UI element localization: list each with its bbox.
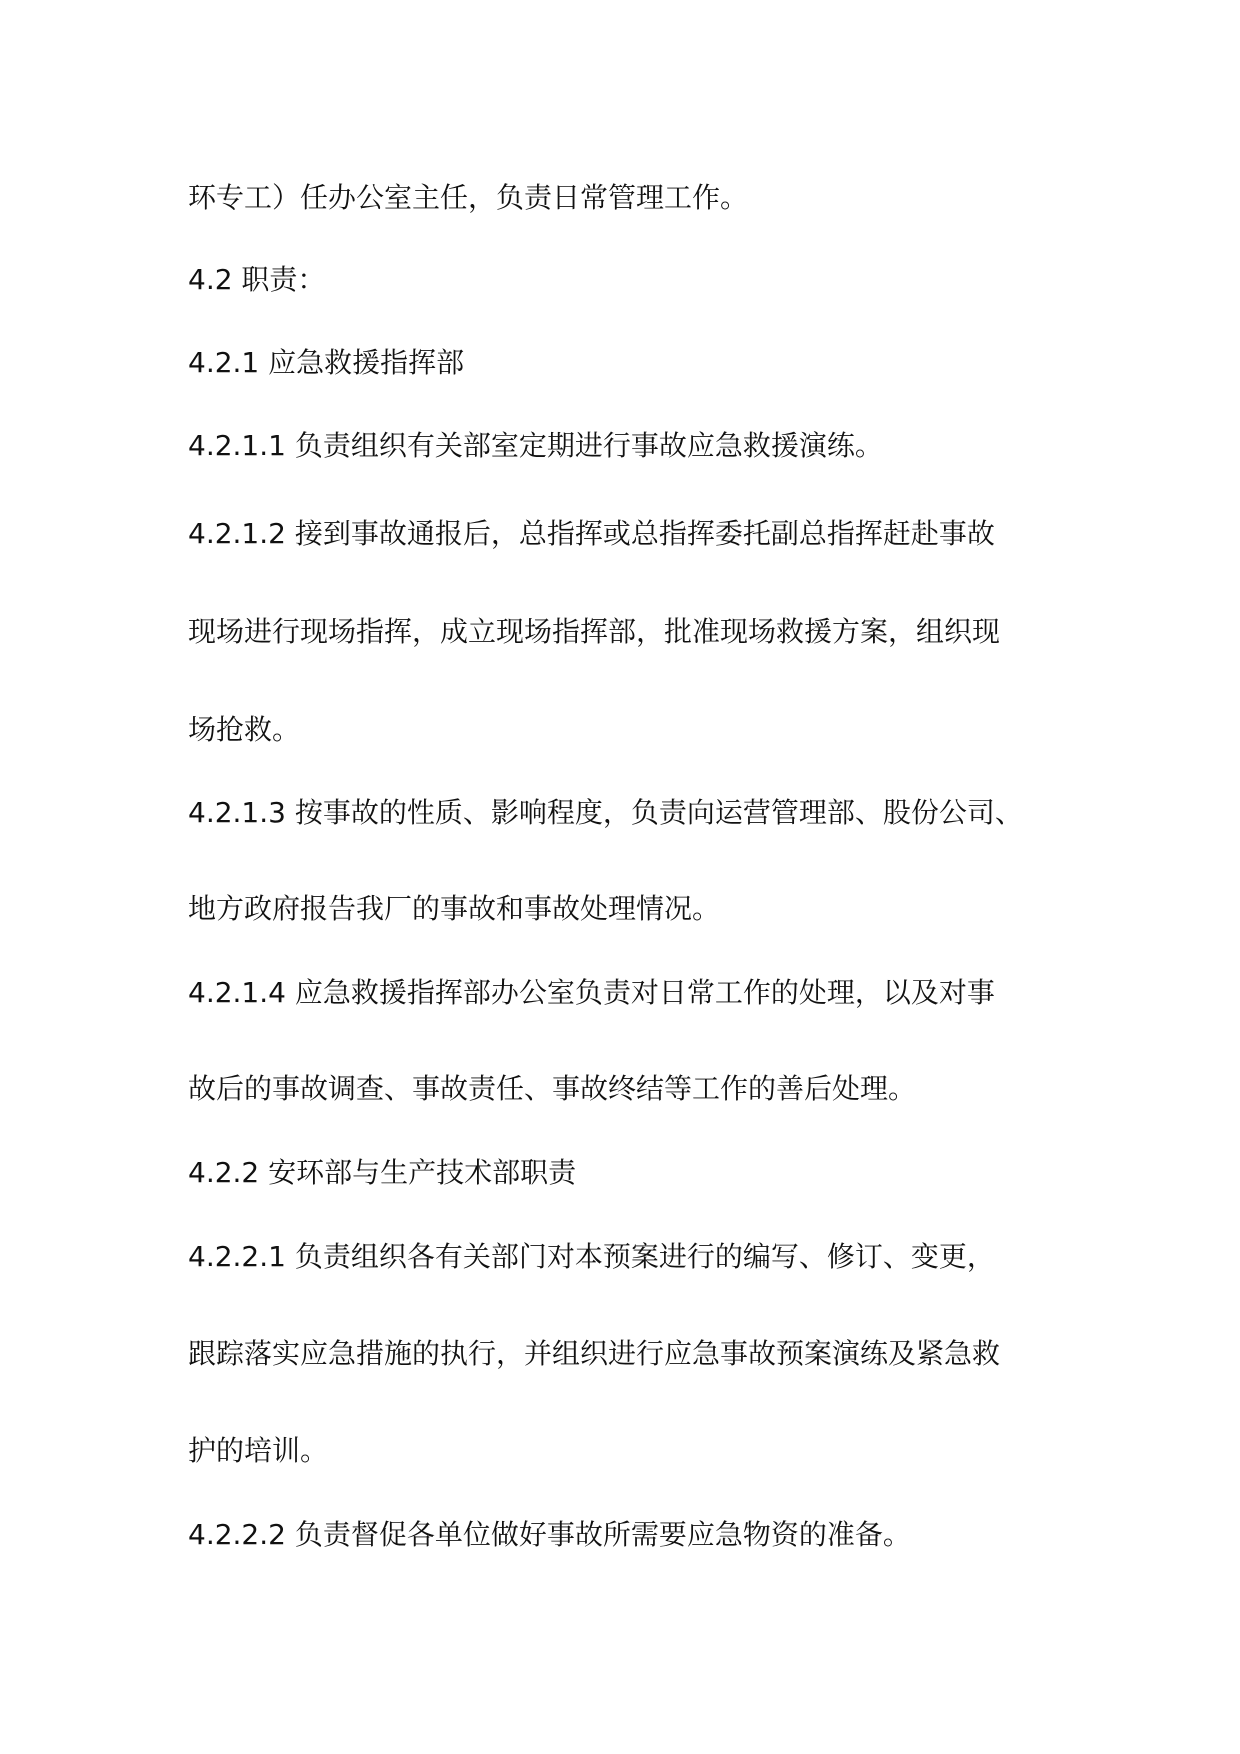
clause-4-2-1-4-line-2: 故后的事故调查、事故责任、事故终结等工作的善后处理。 (188, 1072, 917, 1105)
heading-4-2-1: 4.2.1 应急救援指挥部 (188, 346, 465, 379)
text-line-continuation: 环专工）任办公室主任，负责日常管理工作。 (188, 181, 749, 214)
clause-4-2-2-1-line-1: 4.2.2.1 负责组织各有关部门对本预案进行的编写、修订、变更， (188, 1240, 995, 1273)
heading-4-2-2: 4.2.2 安环部与生产技术部职责 (188, 1156, 577, 1189)
clause-4-2-1-2-line-2: 现场进行现场指挥，成立现场指挥部，批准现场救援方案，组织现 (188, 615, 1001, 648)
clause-4-2-1-1: 4.2.1.1 负责组织有关部室定期进行事故应急救援演练。 (188, 429, 883, 462)
clause-4-2-1-3-line-1: 4.2.1.3 按事故的性质、影响程度，负责向运营管理部、股份公司、 (188, 796, 1023, 829)
clause-4-2-1-4-line-1: 4.2.1.4 应急救援指挥部办公室负责对日常工作的处理，以及对事 (188, 976, 995, 1009)
clause-4-2-2-1-line-3: 护的培训。 (188, 1434, 329, 1467)
clause-4-2-1-2-line-3: 场抢救。 (188, 713, 301, 746)
clause-4-2-1-3-line-2: 地方政府报告我厂的事故和事故处理情况。 (188, 892, 721, 925)
clause-4-2-2-2: 4.2.2.2 负责督促各单位做好事故所需要应急物资的准备。 (188, 1518, 911, 1551)
clause-4-2-1-2-line-1: 4.2.1.2 接到事故通报后，总指挥或总指挥委托副总指挥赶赴事故 (188, 517, 995, 550)
heading-4-2: 4.2 职责： (188, 263, 326, 296)
clause-4-2-2-1-line-2: 跟踪落实应急措施的执行，并组织进行应急事故预案演练及紧急救 (188, 1337, 1001, 1370)
